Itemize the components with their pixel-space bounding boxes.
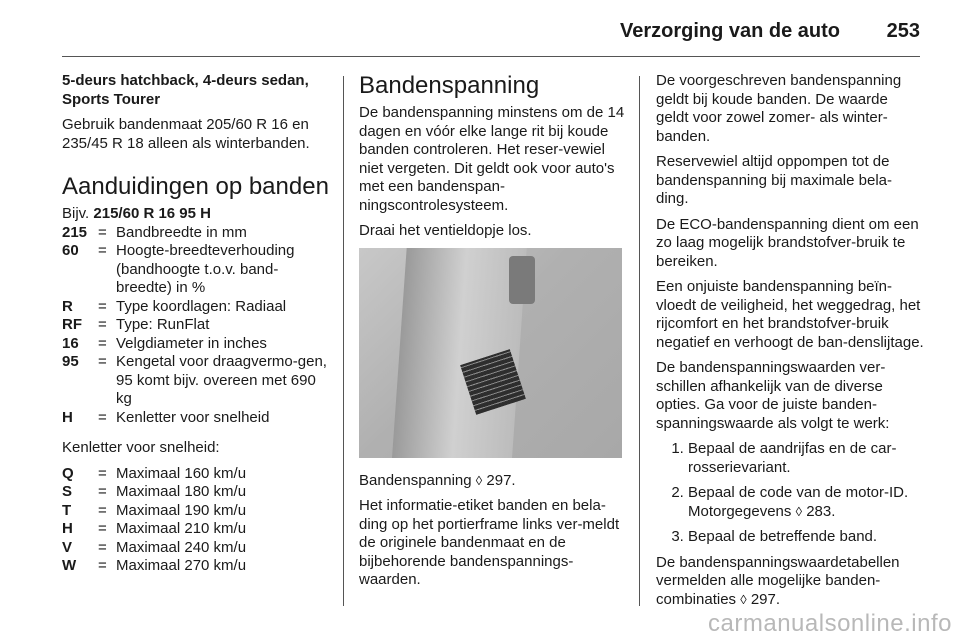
page-title: Verzorging van de auto bbox=[619, 20, 840, 42]
page-ref[interactable]: 297. bbox=[750, 590, 781, 608]
speed-rating-list bbox=[62, 465, 330, 576]
page-number: 253 bbox=[886, 20, 920, 42]
column-divider bbox=[343, 76, 344, 606]
tire-code-definitions bbox=[62, 224, 330, 428]
definition-equals: = bbox=[98, 483, 107, 500]
definition-equals: = bbox=[98, 520, 107, 537]
definition-row bbox=[62, 465, 330, 484]
example-value: 215/60 R 16 95 H bbox=[93, 205, 211, 222]
steps-list bbox=[656, 440, 924, 547]
definition-equals: = bbox=[98, 297, 107, 315]
paragraph: Reservewiel altijd oppompen tot de bandenspanning bij maximale bela-ding. bbox=[656, 153, 892, 207]
section-title-tire-markings: Aanduidingen op banden bbox=[62, 173, 329, 200]
cross-reference[interactable] bbox=[359, 472, 627, 491]
list-item bbox=[688, 484, 924, 521]
paragraph: De bandenspanning minstens om de 14 dagen en vóór elke lange rit bij koude banden controleren. Het reser-vewiel niet vergeten. Dit geldt ook voor auto's met een bandenspan-ningscontrolesysteem. bbox=[359, 104, 625, 214]
definition-key: 215 bbox=[62, 223, 88, 241]
definition-key: 95 bbox=[62, 353, 79, 370]
definition-key: H bbox=[62, 520, 73, 537]
definition-value: Maximaal 180 km/u bbox=[116, 483, 247, 500]
definition-key: 60 bbox=[62, 242, 79, 259]
definition-value: Bandbreedte in mm bbox=[116, 223, 247, 241]
step-text: Bepaal de betreffende band. bbox=[688, 528, 878, 545]
definition-equals: = bbox=[98, 538, 107, 556]
definition-key: T bbox=[62, 501, 72, 519]
definition-equals: = bbox=[98, 223, 107, 241]
definition-key: R bbox=[62, 297, 73, 315]
paragraph: Draai het ventieldopje los. bbox=[359, 222, 532, 239]
definition-key: S bbox=[62, 483, 73, 500]
page-ref-icon: ◊ bbox=[795, 503, 803, 519]
intro-heading: 5-deurs hatchback, 4-deurs sedan, Sports Tourer bbox=[62, 72, 309, 108]
definition-equals: = bbox=[98, 408, 107, 426]
definition-key: 16 bbox=[62, 334, 79, 352]
definition-key: Q bbox=[62, 464, 74, 482]
paragraph: Het informatie-etiket banden en bela-ding op het portierframe links ver-meldt de originele bandenmaat en de bijbehorende bandenspannings-waarden. bbox=[359, 497, 620, 588]
paragraph-text: De bandenspanningswaardetabellen vermelden alle mogelijke banden-combinaties bbox=[656, 553, 900, 608]
list-item bbox=[688, 440, 924, 477]
definition-key: H bbox=[62, 408, 73, 426]
paragraph bbox=[656, 554, 924, 610]
definition-equals: = bbox=[98, 501, 107, 519]
definition-value: Maximaal 160 km/u bbox=[116, 464, 247, 482]
definition-value: Maximaal 210 km/u bbox=[116, 520, 247, 537]
speed-heading: Kenletter voor snelheid: bbox=[62, 439, 220, 456]
door-frame-label-photo bbox=[359, 248, 622, 458]
definition-equals: = bbox=[98, 464, 107, 482]
list-item bbox=[688, 528, 924, 547]
paragraph: Een onjuiste bandenspanning beïn-vloedt de veiligheid, het weggedrag, het rijcomfort en het brandstofver-bruik negatief en verhoogt de ban-denslijtage. bbox=[656, 278, 924, 351]
definition-row bbox=[62, 298, 330, 317]
definition-key: W bbox=[62, 557, 77, 574]
section-title-tire-pressure: Bandenspanning bbox=[359, 72, 540, 99]
page-ref-icon: ◊ bbox=[740, 591, 747, 607]
reference-text: Bandenspanning bbox=[359, 471, 472, 489]
definition-value: Velgdiameter in inches bbox=[116, 334, 267, 352]
page-ref-icon: ◊ bbox=[475, 472, 483, 488]
paragraph: De bandenspanningswaarden ver-schillen afhankelijk van de diverse opties. Ga voor de juiste banden-spanningswaarde als volgt te werk: bbox=[656, 359, 890, 432]
column-right bbox=[656, 72, 924, 616]
definition-equals: = bbox=[98, 334, 107, 352]
header-rule bbox=[62, 56, 920, 57]
definition-value: Type koordlagen: Radiaal bbox=[116, 297, 287, 315]
definition-value: Maximaal 190 km/u bbox=[116, 501, 247, 519]
definition-key: V bbox=[62, 538, 73, 556]
definition-value: Kenletter voor snelheid bbox=[116, 408, 270, 426]
example-line bbox=[62, 205, 330, 224]
step-text: Bepaal de aandrijfas en de car-rosserievariant. bbox=[688, 440, 897, 476]
column-middle bbox=[359, 72, 627, 597]
definition-equals: = bbox=[98, 353, 107, 370]
definition-equals: = bbox=[98, 242, 107, 259]
definition-value: Maximaal 240 km/u bbox=[116, 538, 247, 556]
definition-row bbox=[62, 224, 330, 243]
intro-text: Gebruik bandenmaat 205/60 R 16 en 235/45 R 18 alleen als winterbanden. bbox=[62, 116, 310, 152]
definition-row bbox=[62, 520, 330, 539]
column-divider bbox=[639, 76, 640, 606]
definition-row bbox=[62, 242, 330, 298]
paragraph: De voorgeschreven bandenspanning geldt bij koude banden. De waarde geldt voor zowel zomer- als winter-banden. bbox=[656, 72, 902, 145]
door-hinge bbox=[509, 256, 535, 304]
definition-equals: = bbox=[98, 316, 107, 333]
definition-value: Hoogte-breedteverhouding (bandhoogte t.o.v. band-breedte) in % bbox=[116, 242, 295, 296]
step-page-ref[interactable]: 283. bbox=[806, 502, 836, 520]
definition-value: Kengetal voor draagvermo-gen, 95 komt bijv. overeen met 690 kg bbox=[116, 353, 327, 407]
definition-row bbox=[62, 483, 330, 502]
page-header bbox=[0, 0, 960, 60]
definition-row bbox=[62, 353, 330, 409]
reference-page: 297. bbox=[486, 471, 516, 489]
column-left bbox=[62, 72, 330, 588]
definition-row bbox=[62, 335, 330, 354]
definition-row bbox=[62, 557, 330, 576]
definition-value: Maximaal 270 km/u bbox=[116, 557, 247, 574]
watermark: carmanualsonline.info bbox=[708, 610, 952, 637]
definition-key: RF bbox=[62, 316, 82, 333]
step-text: Bepaal de code van de motor-ID. Motorgegevens bbox=[688, 484, 909, 520]
definition-row bbox=[62, 409, 330, 428]
paragraph: De ECO-bandenspanning dient om een zo laag mogelijk brandstofver-bruik te bereiken. bbox=[656, 215, 919, 270]
definition-row bbox=[62, 316, 330, 335]
definition-value: Type: RunFlat bbox=[116, 316, 210, 333]
definition-row bbox=[62, 539, 330, 558]
definition-equals: = bbox=[98, 557, 107, 574]
definition-row bbox=[62, 502, 330, 521]
example-prefix: Bijv. bbox=[62, 205, 90, 222]
